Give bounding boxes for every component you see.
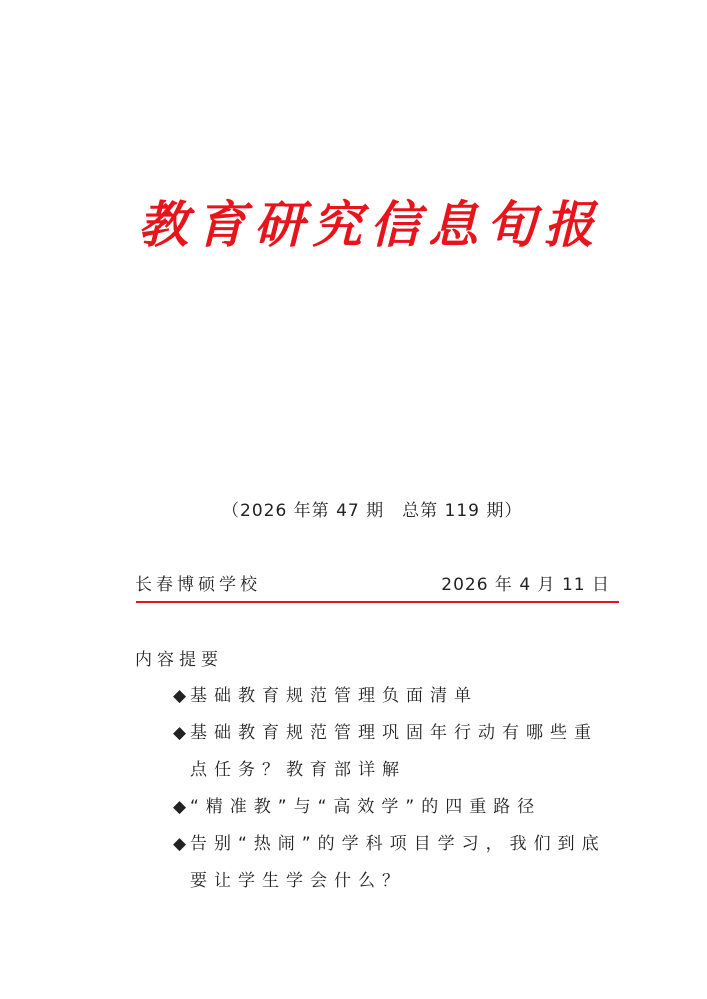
item-text: 告别“热闹”的学科项目学习，我们到底要让学生学会什么？ <box>190 834 606 891</box>
item-text: 基础教育规范管理巩固年行动有哪些重点任务？教育部详解 <box>190 723 598 780</box>
diamond-bullet-icon: ◆ <box>173 797 187 817</box>
summary-heading: 内容提要 <box>135 650 223 670</box>
list-item <box>173 678 621 715</box>
school-name: 长春博硕学校 <box>135 575 261 595</box>
newsletter-title: 教育研究信息旬报 <box>138 195 602 254</box>
red-divider <box>136 601 619 603</box>
diamond-bullet-icon: ◆ <box>173 834 187 854</box>
issue-number: （2026 年第 47 期 总第 119 期） <box>222 501 523 521</box>
item-text: 基础教育规范管理负面清单 <box>190 686 478 706</box>
list-item <box>173 789 621 826</box>
diamond-bullet-icon: ◆ <box>173 686 187 706</box>
item-text: “精准教”与“高效学”的四重路径 <box>190 797 542 817</box>
list-item <box>173 826 621 900</box>
publish-date: 2026 年 4 月 11 日 <box>441 575 610 595</box>
list-item <box>173 715 621 789</box>
summary-list <box>173 678 621 900</box>
diamond-bullet-icon: ◆ <box>173 723 187 743</box>
